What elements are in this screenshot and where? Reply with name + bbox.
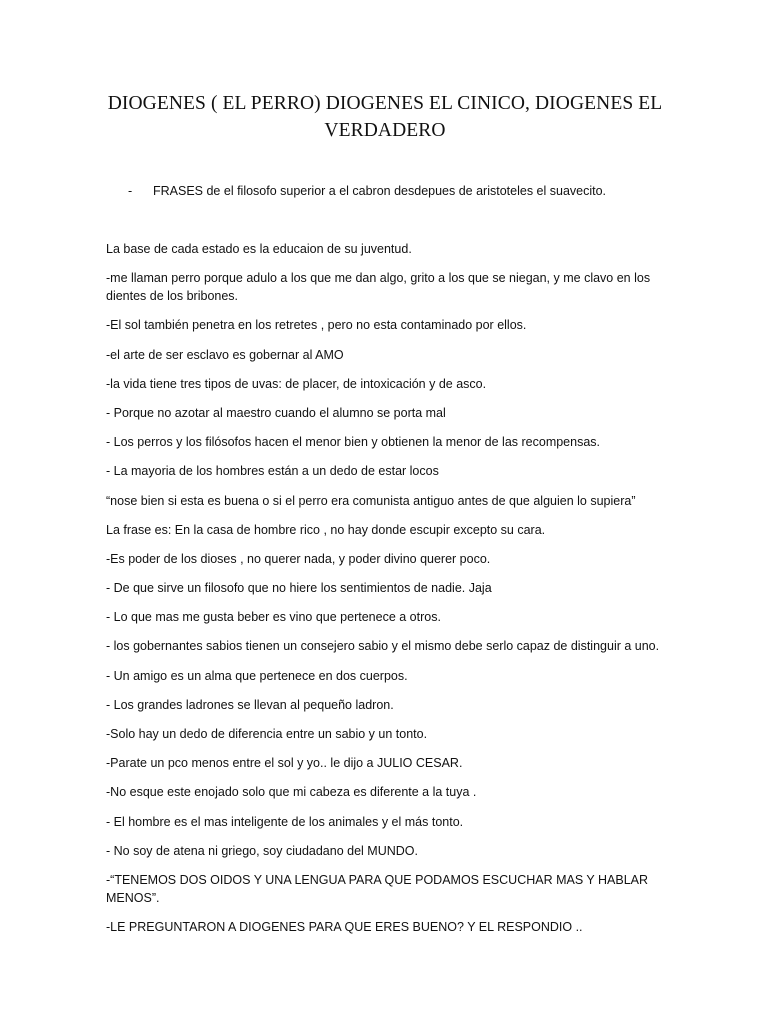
quote-item: “nose bien si esta es buena o si el perro era comunista antiguo antes de que alguien lo supiera” [106,493,636,508]
intro-bullet: - [128,184,133,198]
quote-item: - La mayoria de los hombres están a un dedo de estar locos [106,464,439,479]
quote-item: -El sol también penetra en los retretes , pero no esta contaminado por ellos. [106,318,527,333]
quote-item: -Es poder de los dioses , no querer nada, y poder divino querer poco. [106,551,491,566]
quote-item: -“TENEMOS DOS OIDOS Y UNA LENGUA PARA QUE PODAMOS ESCUCHAR MAS Y HABLAR MENOS”. [106,872,649,905]
quote-item: - Porque no azotar al maestro cuando el alumno se porta mal [106,405,446,420]
quote-item: - Lo que mas me gusta beber es vino que pertenece a otros. [106,610,441,625]
quote-item: La frase es: En la casa de hombre rico , no hay donde escupir excepto su cara. [106,522,546,537]
intro-line [128,182,688,200]
quote-item: -LE PREGUNTARON A DIOGENES PARA QUE ERES BUENO? Y EL RESPONDIO .. [106,920,583,935]
quote-item: - Los grandes ladrones se llevan al pequeño ladron. [106,697,394,712]
quote-item: -Parate un pco menos entre el sol y yo.. le dijo a JULIO CESAR. [106,756,463,771]
quote-item: -Solo hay un dedo de diferencia entre un sabio y un tonto. [106,727,428,741]
quote-item: - El hombre es el mas inteligente de los animales y el más tonto. [106,814,464,829]
page-title: DIOGENES ( EL PERRO) DIOGENES EL CINICO, DIOGENES EL VERDADERO [107,93,663,141]
quote-list [106,240,676,947]
quote-item: - De que sirve un filosofo que no hiere los sentimientos de nadie. Jaja [106,581,492,596]
quote-item: - los gobernantes sabios tienen un consejero sabio y el mismo debe serlo capaz de distinguir a uno. [106,639,660,654]
quote-item: - Un amigo es un alma que pertenece en dos cuerpos. [106,668,408,683]
quote-item: La base de cada estado es la educaion de su juventud. [106,242,412,256]
quote-item: -el arte de ser esclavo es gobernar al AMO [106,347,344,362]
quote-item: -me llaman perro porque adulo a los que me dan algo, grito a los que se niegan, y me clavo en los dientes de los bribones. [106,271,651,304]
quote-item: -la vida tiene tres tipos de uvas: de placer, de intoxicación y de asco. [106,376,487,391]
quote-item: - Los perros y los filósofos hacen el menor bien y obtienen la menor de las recompensas. [106,435,601,450]
quote-item: - No soy de atena ni griego, soy ciudadano del MUNDO. [106,843,418,858]
quote-item: -No esque este enojado solo que mi cabeza es diferente a la tuya . [106,785,477,800]
intro-text: FRASES de el filosofo superior a el cabron desdepues de aristoteles el suavecito. [153,184,607,198]
